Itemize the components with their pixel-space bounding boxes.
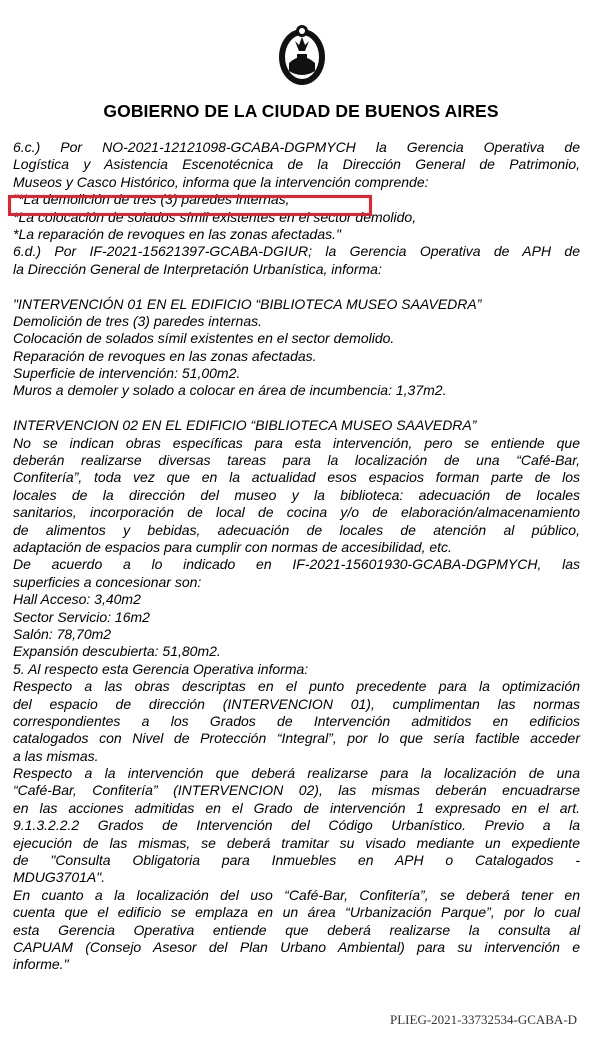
body-line: Respecto a las obras descriptas en el punto precedente para la optimización bbox=[13, 678, 580, 695]
body-line: INTERVENCION 02 EN EL EDIFICIO “BIBLIOTECA MUSEO SAAVEDRA” bbox=[13, 417, 477, 434]
body-line: 9.1.3.2.2.2 Grados de Intervención del Código Urbanístico. Previo a la bbox=[13, 817, 580, 834]
body-line bbox=[13, 400, 580, 417]
body-line: deberán realizarse diversas tareas para la localización de una “Café-Bar, bbox=[13, 452, 580, 469]
body-line: ejecución de las mismas, se deberá tramitar su visado mediante un expediente bbox=[13, 834, 580, 851]
body-line: superficies a concesionar son: bbox=[13, 573, 202, 590]
body-line: Superficie de intervención: 51,00m2. bbox=[13, 365, 241, 382]
body-line: Colocación de solados símil existentes en el sector demolido. bbox=[13, 330, 395, 347]
coat-of-arms-icon bbox=[277, 21, 327, 87]
body-line: "*La demolición de tres (3) paredes internas, bbox=[13, 191, 290, 208]
body-line: Sector Servicio: 16m2 bbox=[13, 608, 150, 625]
body-line: Reparación de revoques en las zonas afectadas. bbox=[13, 347, 317, 364]
body-line: MDUG3701A". bbox=[13, 869, 106, 886]
body-line: Respecto a la intervención que deberá realizarse para la localización de una bbox=[13, 765, 580, 782]
body-line: adaptación de espacios para cumplir con normas de accesibilidad, etc. bbox=[13, 538, 452, 555]
body-line: Museos y Casco Histórico, informa que la intervención comprende: bbox=[13, 173, 429, 190]
body-line: "INTERVENCIÓN 01 EN EL EDIFICIO “BIBLIOTECA MUSEO SAAVEDRA” bbox=[13, 295, 482, 312]
body-line: correspondientes a los Grados de Intervención admitidos en edificios bbox=[13, 712, 580, 729]
body-line: Muros a demoler y solado a colocar en área de incumbencia: 1,37m2. bbox=[13, 382, 447, 399]
body-line: informe." bbox=[13, 956, 69, 973]
body-line bbox=[13, 278, 580, 295]
body-line: Demolición de tres (3) paredes internas. bbox=[13, 312, 263, 329]
body-line: del espacio de dirección (INTERVENCION 01), cumplimentan las normas bbox=[13, 695, 580, 712]
body-line: De acuerdo a lo indicado en IF-2021-15601930-GCABA-DGPMYCH, las bbox=[13, 556, 580, 573]
body-line: No se indican obras específicas para esta intervención, pero se entiende que bbox=[13, 434, 580, 451]
body-line: Expansión descubierta: 51,80m2. bbox=[13, 643, 221, 660]
body-line: de alimentos y bebidas, adecuación de locales de atención al público, bbox=[13, 521, 580, 538]
document-id: PLIEG-2021-33732534-GCABA-D bbox=[390, 1012, 578, 1027]
body-line: la Dirección General de Interpretación Urbanística, informa: bbox=[13, 260, 382, 277]
body-line: de "Consulta Obligatoria para Inmuebles en APH o Catalogados - bbox=[13, 852, 580, 869]
body-line: *La colocación de solados símil existentes en el sector demolido, bbox=[13, 208, 417, 225]
body-line: 5. Al respecto esta Gerencia Operativa informa: bbox=[13, 660, 309, 677]
body-line: 6.d.) Por IF-2021-15621397-GCABA-DGIUR; la Gerencia Operativa de APH de bbox=[13, 243, 580, 260]
body-line: esta Gerencia Operativa entiende que deberá realizarse la consulta al bbox=[13, 921, 580, 938]
body-line: En cuanto a la localización del uso “Café-Bar, Confitería”, se deberá tener en bbox=[13, 886, 580, 903]
body-line: catalogados con Nivel de Protección “Integral”, por lo que sería factible acceder bbox=[13, 730, 580, 747]
body-line: 6.c.) Por NO-2021-12121098-GCABA-DGPMYCH la Gerencia Operativa de bbox=[13, 139, 580, 155]
highlight-box bbox=[8, 195, 372, 216]
body-line: cuenta que el edificio se emplaza en un área “Urbanización Parque”, por lo cual bbox=[13, 904, 580, 921]
body-line: locales de la dirección del museo y la biblioteca: adecuación de locales bbox=[13, 486, 580, 503]
body-line: sanitarios, incorporación de local de cocina y/o de elaboración/almacenamiento bbox=[13, 504, 580, 521]
body-line: Confitería”, toda vez que en la actualidad esos espacios forman parte de los bbox=[13, 469, 580, 486]
document-body bbox=[13, 139, 580, 974]
body-line: Hall Acceso: 3,40m2 bbox=[13, 591, 141, 608]
body-line: Salón: 78,70m2 bbox=[13, 625, 112, 642]
body-line: a las mismas. bbox=[13, 747, 99, 764]
body-line: en las acciones admitidas en el Grado de intervención 1 expresado en el art. bbox=[13, 799, 580, 816]
body-line: CAPUAM (Consejo Asesor del Plan Urbano Ambiental) para su intervención e bbox=[13, 938, 580, 955]
body-line: *La reparación de revoques en las zonas afectadas." bbox=[13, 225, 341, 242]
body-line: “Café-Bar, Confitería” (INTERVENCION 02), las mismas deberán encuadrarse bbox=[13, 782, 580, 799]
page-title: GOBIERNO DE LA CIUDAD DE BUENOS AIRES bbox=[103, 101, 499, 121]
body-line: Logística y Asistencia Escenotécnica de la Dirección General de Patrimonio, bbox=[13, 156, 580, 173]
